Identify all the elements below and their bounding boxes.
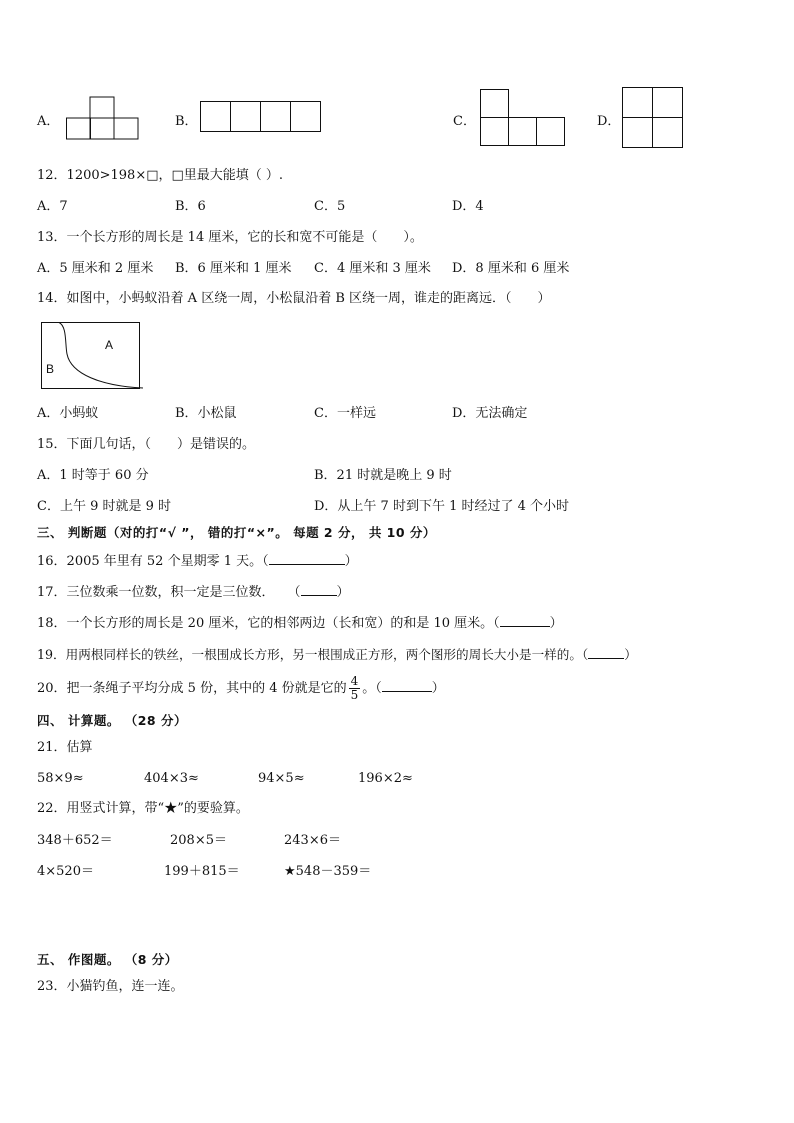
- q18-line: [37, 614, 563, 632]
- q13-option-b: B．6 厘米和 1 厘米: [175, 261, 292, 276]
- q11-figure-b: [200, 101, 322, 133]
- q15-option-c: C．上午 9 时就是 9 时: [37, 499, 172, 514]
- q18-text: 18．一个长方形的周长是 20 厘米，它的相邻两边（长和宽）的和是 10 厘米。（: [37, 616, 500, 631]
- q19-line: [37, 646, 637, 663]
- q14-figure: [41, 322, 145, 392]
- section-4-title: 四、 计算题。 （28 分）: [37, 713, 187, 728]
- q20-fraction-numerator: 4: [350, 674, 359, 688]
- q21-item-3: 94×5≈: [258, 771, 305, 786]
- q17-close: ）: [336, 585, 350, 600]
- q13-stem: 13．一个长方形的周长是 14 厘米，它的长和宽不可能是（ ）。: [37, 230, 423, 245]
- q20-close: ）: [431, 681, 445, 696]
- q12-option-d: D．4: [452, 199, 484, 214]
- q22-stem: 22．用竖式计算，带“★”的要验算。: [37, 801, 249, 816]
- q16-close: ）: [344, 554, 358, 569]
- q14-option-a: A．小蚂蚁: [37, 406, 99, 421]
- q12-stem: 12．1200>198×□，□里最大能填（ ）.: [37, 168, 284, 183]
- q21-item-4: 196×2≈: [358, 771, 413, 786]
- q14-figure-label-a: A: [105, 338, 114, 352]
- q21-item-2: 404×3≈: [144, 771, 199, 786]
- q22-item-3: 243×6＝: [284, 833, 341, 848]
- q15-option-d: D．从上午 7 时到下午 1 时经过了 4 个小时: [314, 499, 570, 514]
- q17-line: [37, 583, 350, 601]
- q15-option-a: A．1 时等于 60 分: [37, 468, 149, 483]
- q22-item-2: 208×5＝: [170, 833, 227, 848]
- q12-option-b: B．6: [175, 199, 206, 214]
- q12-option-a: A．7: [37, 199, 68, 214]
- q20-fraction-denominator: 5: [350, 688, 359, 702]
- q16-line: [37, 552, 358, 570]
- q20-fraction: [349, 675, 361, 702]
- q15-stem: 15．下面几句话，（ ）是错误的。: [37, 437, 256, 452]
- q19-close: ）: [624, 647, 637, 662]
- q20-after: 。（: [362, 681, 382, 696]
- section-3-title: 三、 判断题（对的打“√ ”， 错的打“×”。 每题 2 分， 共 10 分）: [37, 525, 436, 540]
- q11-option-d-label: D．: [597, 114, 621, 129]
- q21-stem: 21．估算: [37, 740, 93, 755]
- q17-text: 17．三位数乘一位数，积一定是三位数． （: [37, 585, 301, 600]
- q20-line: [37, 672, 445, 706]
- q22-item-6: ★548－359＝: [284, 864, 372, 879]
- q12-option-c: C．5: [314, 199, 346, 214]
- q16-text: 16．2005 年里有 52 个星期零 1 天。（: [37, 554, 269, 569]
- q11-figure-d: [622, 87, 684, 149]
- q13-option-d: D．8 厘米和 6 厘米: [452, 261, 570, 276]
- q17-answer-blank[interactable]: [301, 583, 337, 596]
- q16-answer-blank[interactable]: [269, 552, 345, 565]
- q13-option-a: A．5 厘米和 2 厘米: [37, 261, 154, 276]
- q22-item-1: 348＋652＝: [37, 833, 113, 848]
- q14-figure-label-b: B: [46, 362, 55, 376]
- q20-answer-blank[interactable]: [382, 679, 432, 692]
- q14-option-b: B．小松鼠: [175, 406, 237, 421]
- section-5-title: 五、 作图题。 （8 分）: [37, 952, 178, 967]
- q14-option-d: D．无法确定: [452, 406, 528, 421]
- q18-close: ）: [549, 616, 563, 631]
- q23-stem: 23．小猫钓鱼，连一连。: [37, 979, 184, 994]
- q15-option-b: B．21 时就是晚上 9 时: [314, 468, 452, 483]
- q11-figure-a: [66, 96, 140, 140]
- q22-item-5: 199＋815＝: [164, 864, 240, 879]
- q22-item-4: 4×520＝: [37, 864, 94, 879]
- q14-option-c: C．一样远: [314, 406, 376, 421]
- q11-figure-c: [480, 89, 566, 147]
- q13-option-c: C．4 厘米和 3 厘米: [314, 261, 431, 276]
- q14-stem: 14．如图中，小蚂蚁沿着 A 区绕一周，小松鼠沿着 B 区绕一周，谁走的距离远．（ ）: [37, 291, 551, 306]
- q19-answer-blank[interactable]: [588, 646, 624, 659]
- q21-item-1: 58×9≈: [37, 771, 84, 786]
- q11-option-a-label: A．: [37, 114, 60, 129]
- q11-option-c-label: C．: [453, 114, 476, 129]
- q18-answer-blank[interactable]: [500, 614, 550, 627]
- q11-option-b-label: B．: [175, 114, 198, 129]
- q20-text: 20．把一条绳子平均分成 5 份，其中的 4 份就是它的: [37, 681, 347, 696]
- q19-text: 19．用两根同样长的铁丝，一根围成长方形，另一根围成正方形，两个图形的周长大小是一样的。（: [37, 647, 589, 662]
